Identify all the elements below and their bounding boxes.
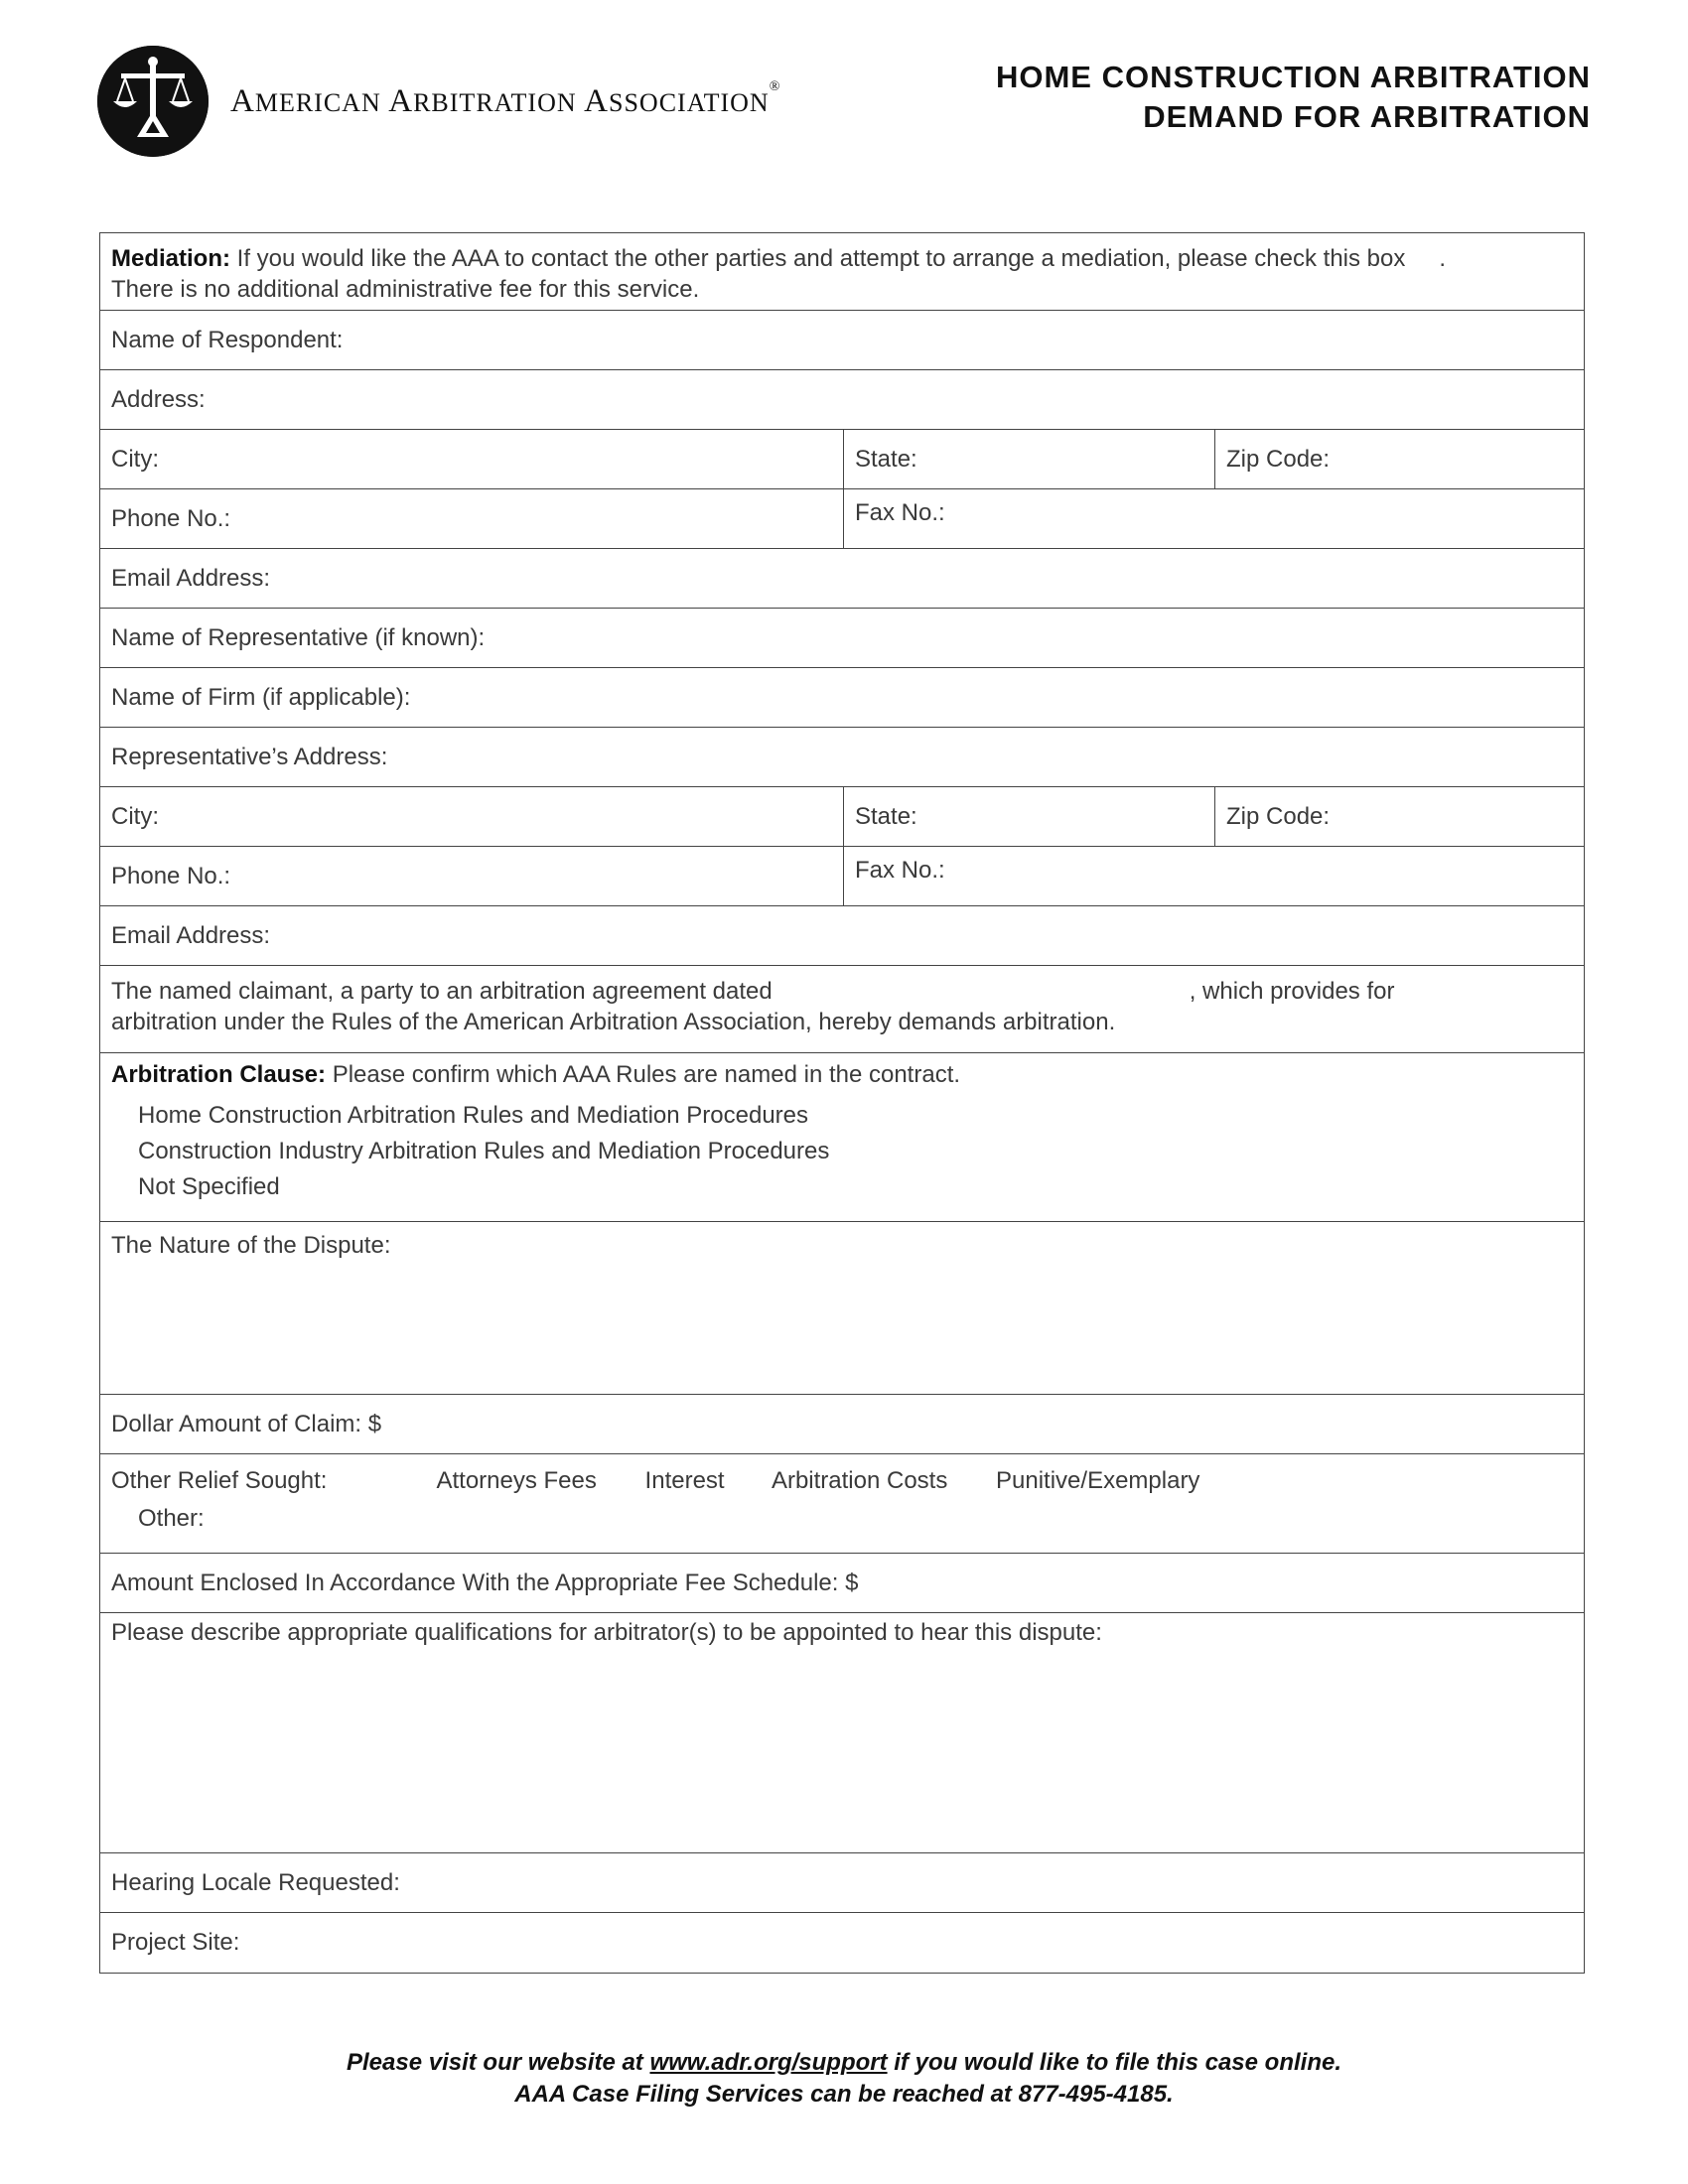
firm-name-field[interactable]: Name of Firm (if applicable): — [111, 683, 411, 711]
respondent-city-row — [100, 430, 1584, 489]
fee-amount-field[interactable]: Amount Enclosed In Accordance With the Appropriate Fee Schedule: $ — [111, 1569, 859, 1596]
relief-option-attorneys-fees[interactable]: Attorneys Fees — [436, 1467, 597, 1494]
relief-row — [100, 1454, 1584, 1554]
respondent-phone-row — [100, 489, 1584, 549]
representative-email-row — [100, 906, 1584, 966]
relief-option-punitive[interactable]: Punitive/Exemplary — [996, 1467, 1200, 1494]
respondent-name-field[interactable]: Name of Respondent: — [111, 326, 344, 353]
qualifications-row — [100, 1613, 1584, 1853]
relief-label: Other Relief Sought: — [111, 1467, 328, 1494]
fee-row — [100, 1554, 1584, 1613]
representative-city-field[interactable]: City: — [111, 802, 159, 830]
dispute-field[interactable]: The Nature of the Dispute: — [111, 1232, 391, 1259]
mediation-label: Mediation: — [111, 245, 230, 272]
respondent-email-row — [100, 549, 1584, 609]
qualifications-field[interactable]: Please describe appropriate qualifications for arbitrator(s) to be appointed to hear this dispute: — [111, 1619, 1102, 1646]
respondent-city-field[interactable]: City: — [111, 445, 159, 473]
project-site-row — [100, 1913, 1584, 1973]
arbitration-clause-text: Please confirm which AAA Rules are named in the contract. — [332, 1061, 961, 1088]
project-site-field[interactable]: Project Site: — [111, 1929, 240, 1956]
agreement-row: The named claimant, a party to an arbitration agreement dated , which provides for arbitration under the Rules of the American Arbitration Association, hereby demands arbitration. — [100, 966, 1584, 1053]
representative-name-row — [100, 609, 1584, 668]
rules-option-construction-industry[interactable]: Construction Industry Arbitration Rules and Mediation Procedures — [138, 1138, 830, 1164]
representative-phone-field[interactable]: Phone No.: — [111, 862, 231, 889]
respondent-address-row — [100, 370, 1584, 430]
footer-line1: Please visit our website at www.adr.org/support if you would like to file this case online. — [347, 2049, 1341, 2076]
agreement-text-line2: arbitration under the Rules of the American Arbitration Association, hereby demands arbitration. — [111, 1009, 1116, 1035]
rules-option-not-specified[interactable]: Not Specified — [138, 1173, 280, 1200]
representative-state-field[interactable]: State: — [843, 787, 1214, 846]
respondent-zip-field[interactable]: Zip Code: — [1214, 430, 1584, 488]
respondent-fax-field[interactable]: Fax No.: — [843, 489, 1584, 548]
claim-amount-field[interactable]: Dollar Amount of Claim: $ — [111, 1410, 382, 1437]
relief-other-field[interactable]: Other: — [138, 1505, 205, 1532]
respondent-email-field[interactable]: Email Address: — [111, 564, 271, 592]
firm-name-row — [100, 668, 1584, 728]
respondent-address-field[interactable]: Address: — [111, 385, 206, 413]
mediation-note: There is no additional administrative fee for this service. — [111, 276, 700, 303]
mediation-text: If you would like the AAA to contact the other parties and attempt to arrange a mediation, please check this box — [236, 245, 1406, 272]
hearing-locale-field[interactable]: Hearing Locale Requested: — [111, 1868, 400, 1896]
representative-email-field[interactable]: Email Address: — [111, 921, 271, 949]
rules-option-home-construction[interactable]: Home Construction Arbitration Rules and Mediation Procedures — [138, 1102, 809, 1129]
relief-option-interest[interactable]: Interest — [644, 1467, 725, 1494]
footer-line2: AAA Case Filing Services can be reached at 877-495-4185. — [514, 2081, 1174, 2108]
relief-option-arbitration-costs[interactable]: Arbitration Costs — [771, 1467, 948, 1494]
claim-amount-row — [100, 1395, 1584, 1454]
representative-zip-field[interactable]: Zip Code: — [1214, 787, 1584, 846]
support-link[interactable]: www.adr.org/support — [649, 2049, 888, 2076]
hearing-locale-row — [100, 1853, 1584, 1913]
representative-address-field[interactable]: Representative’s Address: — [111, 743, 388, 770]
footer-note — [0, 2047, 1688, 2111]
representative-address-row — [100, 728, 1584, 787]
form-title-line1: HOME CONSTRUCTION ARBITRATION — [995, 60, 1591, 94]
representative-name-field[interactable]: Name of Representative (if known): — [111, 623, 486, 651]
representative-phone-row — [100, 847, 1584, 906]
dispute-row — [100, 1222, 1584, 1395]
respondent-phone-field[interactable]: Phone No.: — [111, 504, 231, 532]
organization-name: AMERICAN ARBITRATION ASSOCIATION® — [230, 79, 781, 119]
aaa-logo — [97, 46, 209, 157]
representative-city-row — [100, 787, 1584, 847]
scales-of-justice-icon — [97, 46, 209, 157]
respondent-name-row — [100, 311, 1584, 370]
arbitration-clause-row — [100, 1053, 1584, 1222]
representative-fax-field[interactable]: Fax No.: — [843, 847, 1584, 905]
form-title-line2: DEMAND FOR ARBITRATION — [1143, 99, 1591, 134]
demand-form — [99, 232, 1585, 1974]
agreement-text: The named claimant, a party to an arbitration agreement dated — [111, 978, 773, 1005]
respondent-state-field[interactable]: State: — [843, 430, 1214, 488]
mediation-row: Mediation: If you would like the AAA to contact the other parties and attempt to arrange a mediation, please check this box . There is no additional administrative fee for this service. — [100, 233, 1584, 311]
form-title — [996, 58, 1591, 137]
arbitration-clause-label: Arbitration Clause: — [111, 1061, 327, 1088]
